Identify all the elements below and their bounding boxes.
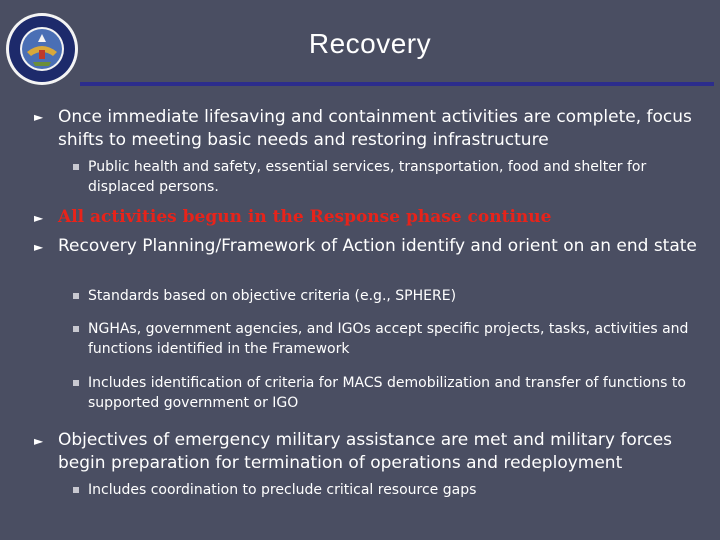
- triangle-bullet-icon: ►: [34, 211, 44, 225]
- bullet-item-highlight: All activities begun in the Response phase continue: [58, 207, 552, 227]
- sub-bullet-item: Public health and safety, essential services, transportation, food and shelter for displaced persons.: [88, 159, 647, 195]
- square-bullet-icon: [73, 487, 79, 493]
- bullet-item: Recovery Planning/Framework of Action identify and orient on an end state: [58, 236, 697, 256]
- sub-bullet-item: NGHAs, government agencies, and IGOs accept specific projects, tasks, activities and functions identified in the Framework: [88, 321, 689, 357]
- bullet-item: Once immediate lifesaving and containment activities are complete, focus shifts to meeting basic needs and restoring infrastructure: [58, 107, 692, 150]
- square-bullet-icon: [73, 380, 79, 386]
- slide-title: Recovery: [308, 28, 432, 59]
- square-bullet-icon: [73, 164, 79, 170]
- sub-bullet-item: Includes coordination to preclude critical resource gaps: [88, 482, 477, 498]
- sub-bullet-item: Standards based on objective criteria (e.g., SPHERE): [88, 288, 457, 304]
- square-bullet-icon: [73, 293, 79, 299]
- title-divider: [80, 82, 714, 86]
- square-bullet-icon: [73, 326, 79, 332]
- triangle-bullet-icon: ►: [34, 240, 44, 254]
- sub-bullet-item: Includes identification of criteria for MACS demobilization and transfer of functions to supported government or IGO: [88, 375, 686, 411]
- triangle-bullet-icon: ►: [34, 434, 44, 448]
- bullet-item: Objectives of emergency military assistance are met and military forces begin preparation for termination of operations and redeployment: [58, 430, 673, 473]
- dod-seal-logo: [5, 12, 79, 86]
- triangle-bullet-icon: ►: [34, 110, 44, 124]
